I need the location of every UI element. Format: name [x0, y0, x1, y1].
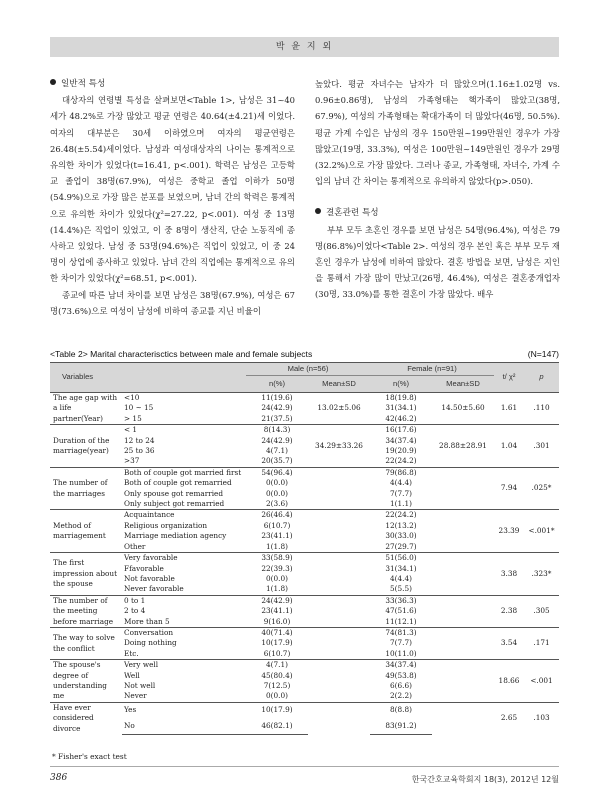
category-cell: 25 to 36 [124, 446, 155, 456]
category-cell: Not favorable [124, 573, 175, 583]
male-n-cell: 24(42.9) [261, 403, 293, 413]
category-cell: > 15 [124, 413, 142, 423]
variable-label: Have ever considered divorce [50, 702, 122, 734]
variable-label: The age gap with a life partner(Year) [50, 393, 122, 425]
variable-label: The number of the marriages [50, 467, 122, 510]
bullet-icon [50, 79, 56, 85]
category-cell: Not well [124, 680, 156, 690]
female-n-cell: 22(24.2) [385, 456, 417, 466]
stat-cell: 7.94 [494, 467, 524, 510]
category-cell: 10 ~ 15 [124, 403, 154, 413]
category-cell: Only subject got remarried [124, 499, 225, 509]
female-mean-cell: 28.88±28.91 [432, 425, 494, 468]
male-n-cell: 1(1.8) [266, 584, 288, 594]
male-n-cell: 45(80.4) [261, 670, 293, 680]
paragraph: 부부 모두 초혼인 경우를 보면 남성은 54명(96.4%), 여성은 79명(86.8%)이었다<Table 2>. 여성의 경우 본인 혹은 부부 모두 재혼인 경우가 남성에 비하여 많았다. 결혼 방법을 보면, 남성은 지인을 통해서 가장 많이 만났고(26명, 46.4%), 여성은 결혼중개업자(30명, 33.0%)를 통한 결혼이 가장 많았다. 배우 [315, 224, 561, 300]
category-cell: Acquaintance [122, 510, 246, 521]
variable-label: The way to solve the conflict [50, 627, 122, 659]
table-row [50, 393, 559, 404]
female-mean-cell [432, 702, 494, 734]
female-n-cell: 79(86.8) [370, 467, 432, 478]
male-n-cell: 26(46.4) [246, 510, 308, 521]
female-n-cell: 4(4.4) [390, 573, 412, 583]
category-cell: 12 to 24 [124, 435, 155, 445]
category-cell: Ffavorable [124, 563, 164, 573]
category-cell: <10 [122, 393, 246, 404]
category-cell: Marriage mediation agency [124, 531, 227, 541]
category-cell: Never [124, 691, 147, 701]
female-n-cell: 31(34.1) [385, 563, 417, 573]
header-female: Female (n=91) [370, 363, 494, 376]
male-n-cell: 40(71.4) [246, 627, 308, 638]
header-male: Male (n=56) [246, 363, 370, 376]
male-mean-cell: 13.02±5.06 [308, 393, 370, 425]
female-n-cell: 34(37.4) [370, 660, 432, 671]
table-row [50, 467, 559, 478]
male-mean-cell [308, 702, 370, 734]
male-n-cell: 0(0.0) [266, 573, 288, 583]
female-n-cell: 51(56.0) [370, 553, 432, 564]
table-row [50, 510, 559, 521]
category-cell: Conversation [122, 627, 246, 638]
p-cell: .171 [524, 627, 559, 659]
p-cell: .323* [524, 553, 559, 596]
right-column [315, 76, 560, 303]
category-cell: Both of couple got remarried [124, 478, 232, 488]
table-title: <Table 2> Marital characterisctics between male and female subjects [50, 349, 313, 359]
female-n-cell: 27(29.7) [385, 541, 417, 551]
female-n-cell: 16(17.6) [370, 425, 432, 436]
category-cell: Both of couple got married first [122, 467, 246, 478]
table-body [50, 393, 559, 735]
female-n-cell: 7(7.7) [390, 488, 412, 498]
female-n-cell: 11(12.1) [385, 616, 417, 626]
stat-cell: 23.39 [494, 510, 524, 553]
category-cell: Very well [122, 660, 246, 671]
section-heading-marital: 결혼관련 특성 [315, 205, 560, 221]
female-mean-cell [432, 553, 494, 596]
stat-cell: 3.54 [494, 627, 524, 659]
male-n-cell: 54(96.4) [246, 467, 308, 478]
p-cell: <.001* [524, 510, 559, 553]
header-t-chi: t/ χ² [494, 363, 524, 393]
category-cell: Very favorable [122, 553, 246, 564]
female-n-cell: 5(5.5) [390, 584, 412, 594]
table-footnote: * Fisher's exact test [52, 752, 127, 761]
header-male-n: n(%) [246, 376, 308, 393]
male-n-cell: 10(17.9) [246, 702, 308, 718]
p-cell: .301 [524, 425, 559, 468]
p-cell: .110 [524, 393, 559, 425]
female-n-cell: 4(4.4) [390, 478, 412, 488]
header-female-mean: Mean±SD [432, 376, 494, 393]
male-mean-cell [308, 553, 370, 596]
table-row [50, 660, 559, 671]
table-row [50, 553, 559, 564]
category-cell: More than 5 [124, 616, 170, 626]
section-heading-general: 일반적 특성 [50, 76, 295, 92]
category-cell: >37 [124, 456, 140, 466]
variable-label: The spouse's degree of understanding me [50, 660, 122, 703]
category-cell: Only spouse got remarried [124, 488, 224, 498]
male-n-cell: 23(41.1) [261, 606, 293, 616]
female-n-cell: 74(81.3) [370, 627, 432, 638]
stat-cell: 2.65 [494, 702, 524, 734]
category-cell: Doing nothing [124, 638, 177, 648]
category-cell: Other [124, 541, 146, 551]
table-row [50, 425, 559, 436]
female-mean-cell [432, 627, 494, 659]
variable-label: Method of marriagement [50, 510, 122, 553]
category-cell: < 1 [122, 425, 246, 436]
category-cell: No [122, 718, 246, 734]
variable-label: Duration of the marriage(year) [50, 425, 122, 468]
category-cell: 0 to 1 [122, 595, 246, 606]
female-n-cell: 30(33.0) [385, 531, 417, 541]
female-n-cell: 12(13.2) [385, 520, 417, 530]
table-total-n: (N=147) [527, 349, 559, 359]
journal-citation: 한국간호교육학회지 18(3), 2012년 12월 [411, 775, 559, 784]
female-n-cell: 22(24.2) [370, 510, 432, 521]
female-n-cell: 19(20.9) [385, 446, 417, 456]
table-row [50, 702, 559, 718]
male-n-cell: 10(17.9) [261, 638, 293, 648]
male-n-cell: 33(58.9) [246, 553, 308, 564]
female-n-cell: 42(46.2) [385, 413, 417, 423]
male-n-cell: 4(7.1) [246, 660, 308, 671]
header-p: p [524, 363, 559, 393]
female-n-cell: 49(53.8) [385, 670, 417, 680]
male-n-cell: 1(1.8) [266, 541, 288, 551]
page-number: 386 [50, 773, 68, 783]
male-n-cell: 21(37.5) [261, 413, 293, 423]
variable-label: The first impression about the spouse [50, 553, 122, 596]
male-n-cell: 22(39.3) [261, 563, 293, 573]
male-n-cell: 20(35.7) [261, 456, 293, 466]
male-n-cell: 6(10.7) [263, 648, 291, 658]
male-n-cell: 11(19.6) [246, 393, 308, 404]
category-cell: Religious organization [124, 520, 208, 530]
female-mean-cell [432, 660, 494, 703]
male-n-cell: 8(14.3) [246, 425, 308, 436]
female-mean-cell [432, 510, 494, 553]
p-cell: .103 [524, 702, 559, 734]
marital-characteristics-table [50, 362, 559, 735]
male-mean-cell [308, 627, 370, 659]
female-n-cell: 10(11.0) [385, 648, 417, 658]
stat-cell: 1.61 [494, 393, 524, 425]
table-row [50, 627, 559, 638]
female-n-cell: 47(51.6) [385, 606, 417, 616]
p-cell: .305 [524, 595, 559, 627]
male-mean-cell: 34.29±33.26 [308, 425, 370, 468]
female-n-cell: 34(37.4) [385, 435, 417, 445]
header-male-mean: Mean±SD [308, 376, 370, 393]
female-n-cell: 31(34.1) [385, 403, 417, 413]
male-mean-cell [308, 595, 370, 627]
table-caption [50, 349, 559, 359]
female-mean-cell: 14.50±5.60 [432, 393, 494, 425]
p-cell: .025* [524, 467, 559, 510]
female-mean-cell [432, 467, 494, 510]
stat-cell: 1.04 [494, 425, 524, 468]
category-cell: Well [124, 670, 140, 680]
bullet-icon [315, 208, 321, 214]
female-n-cell: 83(91.2) [370, 718, 432, 734]
male-n-cell: 6(10.7) [263, 520, 291, 530]
female-n-cell: 18(19.8) [370, 393, 432, 404]
female-n-cell: 7(7.7) [390, 638, 412, 648]
female-n-cell: 2(2.2) [390, 691, 412, 701]
paragraph: 대상자의 연령별 특성을 살펴보면<Table 1>, 남성은 31~40세가 48.2%로 가장 많았고 평균 연령은 40.64(±4.21)세 이었다. 여자의 대부분은 30세 이하였으며 여자의 평균연령은 26.48(±5.54)세이었다. 남성과 여성대상자의 나이는 통계적으로 유의한 차이가 있었다(t=16.41, p<.001). 학력은 남성은 고등학교 졸업이 38명(67.9%), 여성은 중학교 졸업 이하가 50명(54.9%)으로 가장 많은 분포를 보였으며, 남녀 간의 학력은 통계적으로 유의한 차이가 있었다(χ²=27.22, p<.001). 여성 중 13명(14.4%)은 직업이 있었고, 이 중 8명이 생산직, 단순 노동직에 종사하고 있었다. 남성 중 53명(94.6%)은 직업이 있었고, 이 중 24명이 상업에 종사하고 있었다. 남녀 간의 직업에는 통계적으로 유의한 차이가 있었다(χ²=68.51, p<.001). [50, 95, 295, 284]
female-mean-cell [432, 595, 494, 627]
variable-label: The number of the meeting before marriage [50, 595, 122, 627]
left-column [50, 76, 295, 319]
header-author: 박 윤 지 외 [275, 42, 334, 52]
p-cell: <.001 [524, 660, 559, 703]
male-mean-cell [308, 510, 370, 553]
male-n-cell: 46(82.1) [246, 718, 308, 734]
male-n-cell: 2(3.6) [266, 499, 288, 509]
stat-cell: 18.66 [494, 660, 524, 703]
footer-rule [50, 766, 559, 767]
running-header [50, 37, 559, 57]
stat-cell: 2.38 [494, 595, 524, 627]
header-female-n: n(%) [370, 376, 432, 393]
male-n-cell: 9(16.0) [263, 616, 291, 626]
table-row [50, 595, 559, 606]
female-n-cell: 8(8.8) [370, 702, 432, 718]
male-mean-cell [308, 467, 370, 510]
header-variables: Variables [50, 363, 246, 393]
paragraph: 종교에 따른 남녀 차이를 보면 남성은 38명(67.9%), 여성은 67명(73.6%)으로 여성이 남성에 비하여 종교를 지닌 비율이 [50, 289, 295, 316]
male-n-cell: 24(42.9) [261, 435, 293, 445]
female-n-cell: 33(36.3) [370, 595, 432, 606]
male-n-cell: 24(42.9) [246, 595, 308, 606]
male-n-cell: 0(0.0) [266, 488, 288, 498]
paragraph: 높았다. 평균 자녀수는 남자가 더 많았으며(1.16±1.02명 vs. 0.96±0.86명), 남성의 가족형태는 핵가족이 많았고(38명, 67.9%), 여성의 가족형태는 확대가족이 더 많았다(46명, 50.5%). 평균 가계 수입은 남성의 경우 150만원~199만원인 경우가 가장 많았고(19명, 33.3%), 여성은 100만원~149만원인 경우가 29명(32.2%)으로 가장 많았다. 그러나 종교, 가족형태, 자녀수, 가계 수입의 남녀 간 차이는 통계적으로 유의하지 않았다(p>.050). [315, 79, 560, 187]
male-n-cell: 7(12.5) [263, 680, 291, 690]
female-n-cell: 1(1.1) [390, 499, 412, 509]
male-n-cell: 4(7.1) [266, 446, 288, 456]
category-cell: 2 to 4 [124, 606, 146, 616]
male-n-cell: 0(0.0) [266, 691, 288, 701]
male-n-cell: 0(0.0) [266, 478, 288, 488]
female-n-cell: 6(6.6) [390, 680, 412, 690]
male-n-cell: 23(41.1) [261, 531, 293, 541]
category-cell: Never favorable [124, 584, 184, 594]
category-cell: Yes [122, 702, 246, 718]
stat-cell: 3.38 [494, 553, 524, 596]
category-cell: Etc. [124, 648, 139, 658]
male-mean-cell [308, 660, 370, 703]
